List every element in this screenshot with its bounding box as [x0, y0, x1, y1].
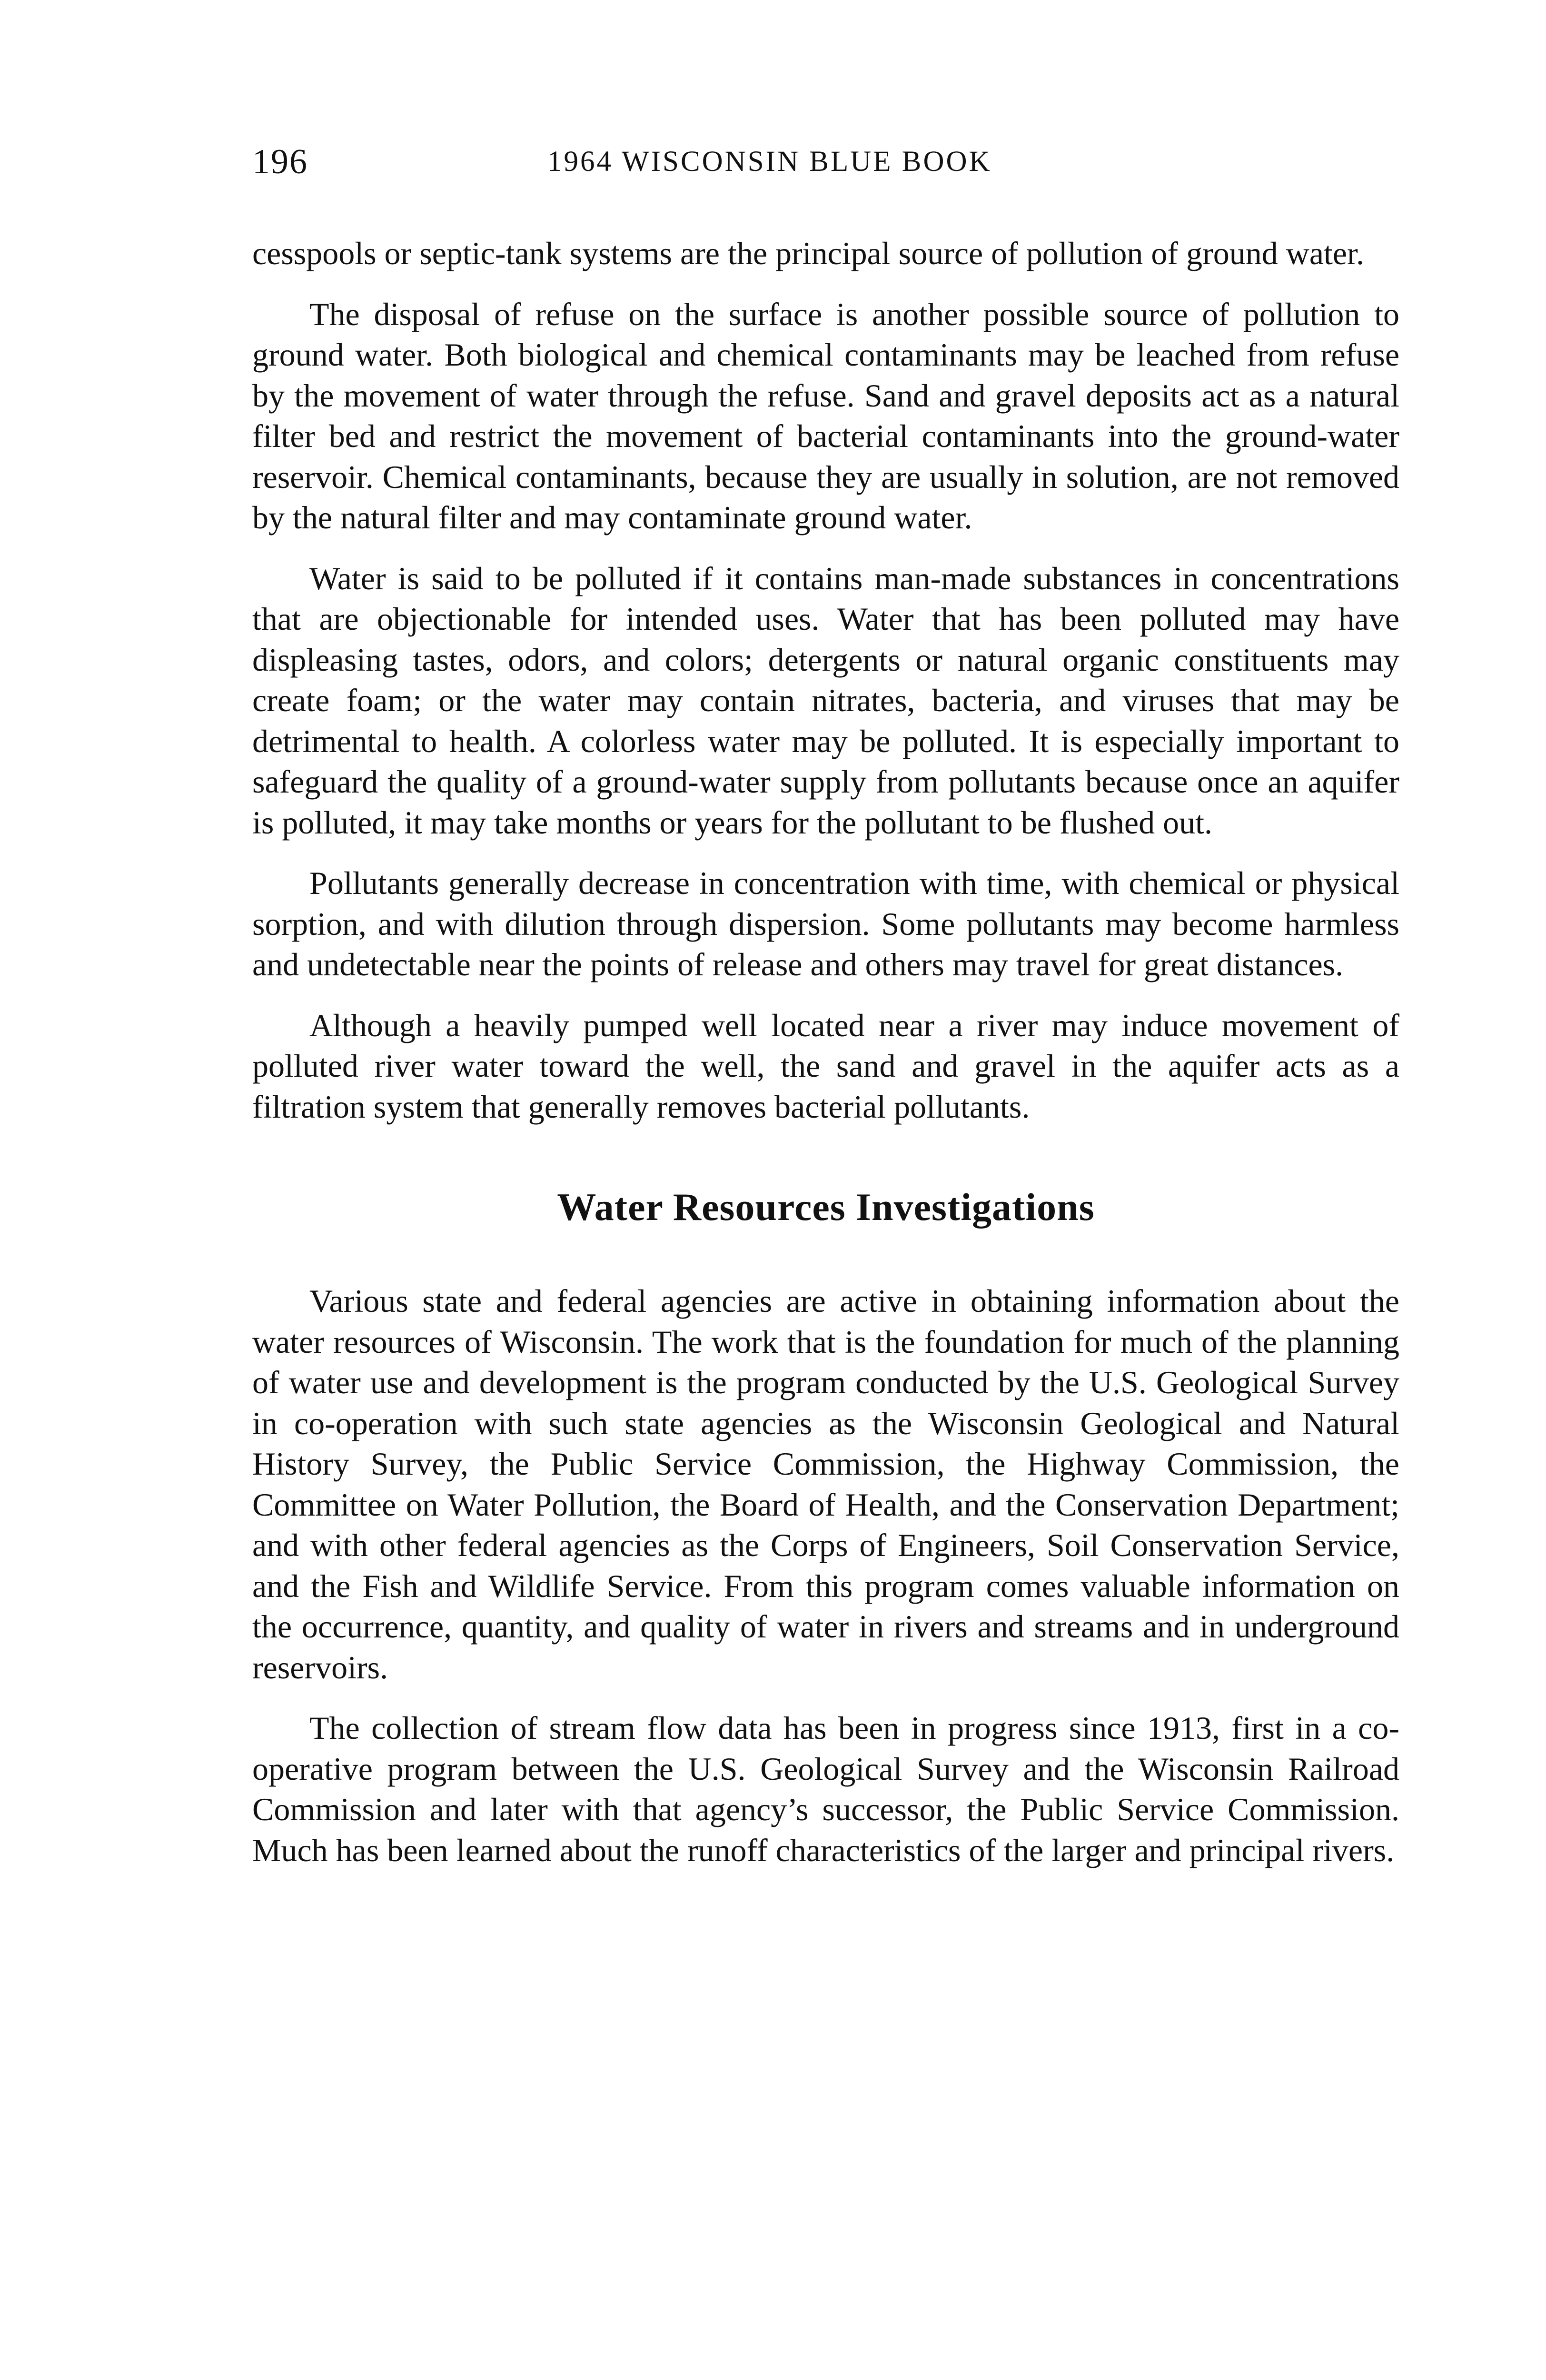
paragraph-pollutant-decrease: Pollutants generally decrease in concentration with time, with chemical or physical sorption, and with dilution through dispersion. Some pollutants may become harmless and undetectable near the points of release and others may travel for great distances. — [252, 865, 1399, 982]
page-body — [252, 233, 1399, 1891]
paragraph-pumped-well: Although a heavily pumped well located near a river may induce movement of polluted river water toward the well, the sand and gravel in the aquifer acts as a filtration system that generally removes bacterial pollutants. — [252, 1007, 1399, 1125]
paragraph-refuse-disposal: The disposal of refuse on the surface is another possible source of pollution to ground water. Both biological and chemical contaminants may be leached from refuse by the movement of water through the refuse. Sand and gravel deposits act as a natural filter bed and restrict the movement of bacterial contaminants into the ground-water reservoir. Chemical contaminants, because they are usually in solution, are not removed by the natural filter and may contaminate ground water. — [252, 296, 1399, 536]
paragraph-continued: cesspools or septic-tank systems are the principal source of pollution of ground water. — [252, 235, 1364, 271]
section-heading: Water Resources Investigations — [557, 1185, 1095, 1229]
running-head: 1964 WISCONSIN BLUE BOOK — [547, 146, 992, 178]
paragraph-polluted-water: Water is said to be polluted if it contains man-made substances in concentrations that are objectionable for intended uses. Water that has been polluted may have displeasing tastes, odors, and colors; detergents or natural organic constituents may create foam; or the water may contain nitrates, bacteria, and viruses that may be detrimental to health. A colorless water may be polluted. It is especially important to safeguard the quality of a ground-water supply from pollutants because once an aquifer is polluted, it may take months or years for the pollutant to be flushed out. — [252, 560, 1399, 841]
paragraph-agencies: Various state and federal agencies are active in obtaining information about the water resources of Wisconsin. The work that is the foundation for much of the planning of water use and development is the program conducted by the U.S. Geological Survey in co-operation with such state agencies as the Wisconsin Geological and Natural History Survey, the Public Service Commission, the Highway Commission, the Committee on Water Pollution, the Board of Health, and the Conservation Department; and with other federal agencies as the Corps of Engineers, Soil Conservation Service, and the Fish and Wildlife Service. From this program comes valuable information on the occurrence, quantity, and quality of water in rivers and streams and in underground reservoirs. — [252, 1283, 1399, 1686]
page-number: 196 — [252, 142, 308, 181]
paragraph-stream-flow: The collection of stream flow data has been in progress since 1913, first in a co-operative program between the U.S. Geological Survey and the Wisconsin Railroad Commission and later with that agency’s successor, the Public Service Commission. Much has been learned about the runoff characteristics of the larger and principal rivers. — [252, 1710, 1399, 1868]
page-header — [252, 138, 1399, 190]
